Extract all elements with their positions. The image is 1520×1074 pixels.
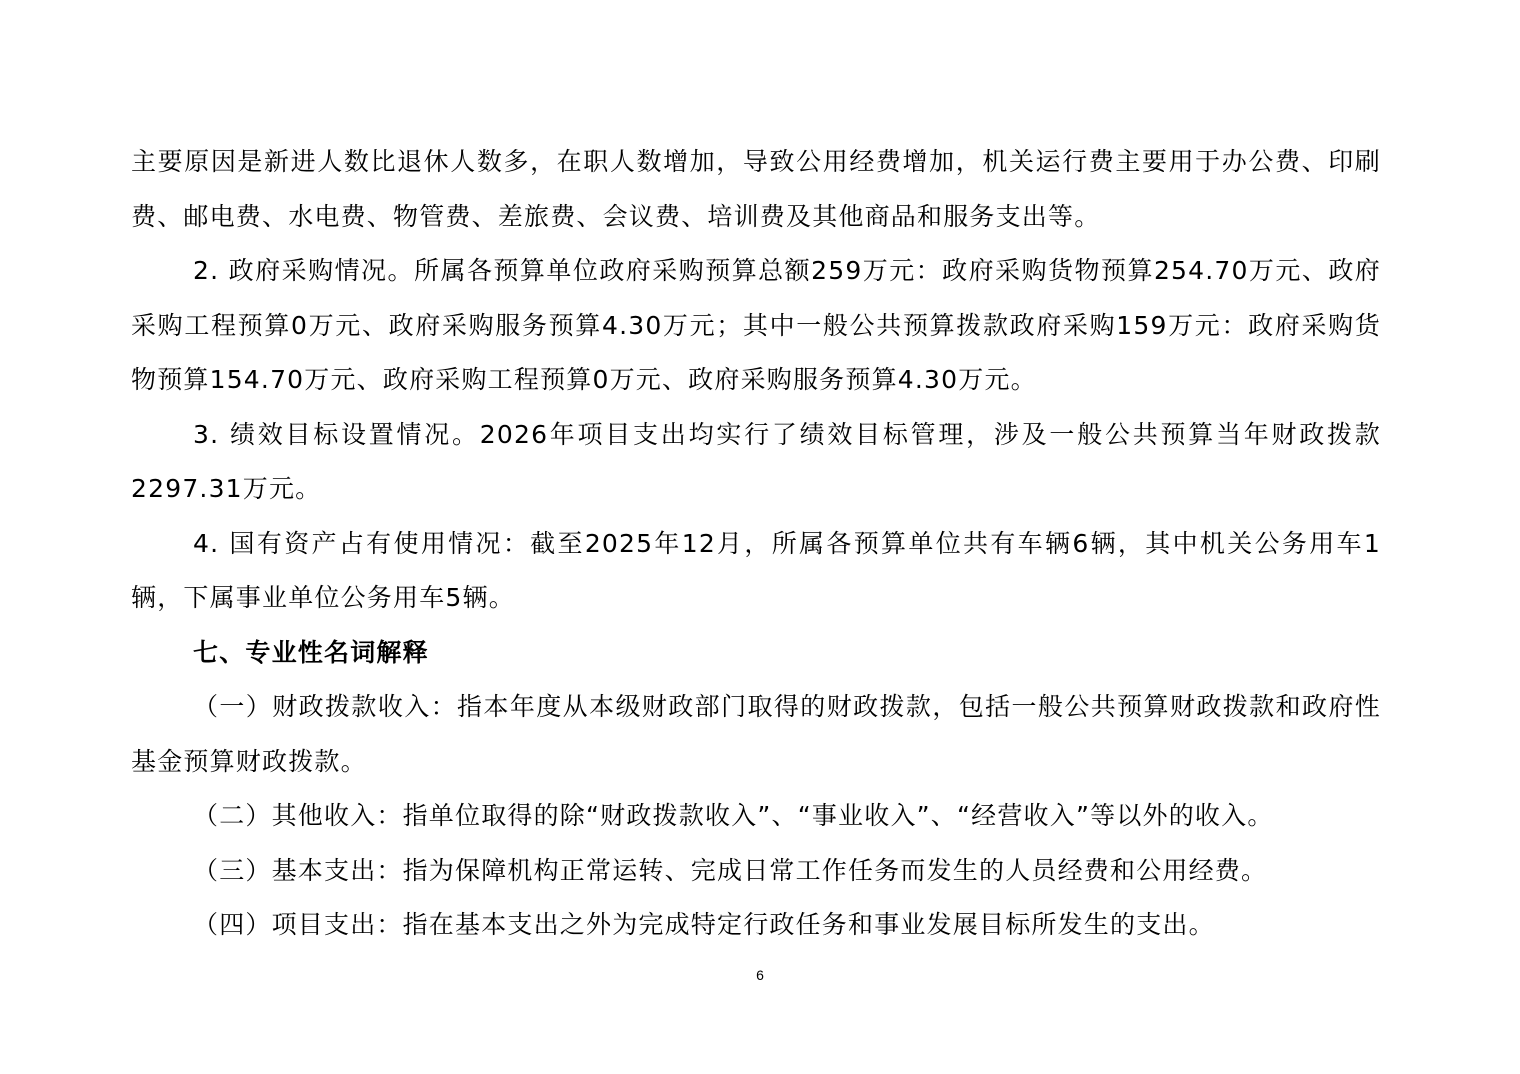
term-fiscal-appropriation-income: （一）财政拨款收入：指本年度从本级财政部门取得的财政拨款，包括一般公共预算财政拨款和政府性基金预算财政拨款。 bbox=[131, 692, 1381, 776]
paragraph-government-procurement: 2. 政府采购情况。所属各预算单位政府采购预算总额259万元：政府采购货物预算254.70万元、政府采购工程预算0万元、政府采购服务预算4.30万元；其中一般公共预算拨款政府采购159万元：政府采购货物预算154.70万元、政府采购工程预算0万元、政府采购服务预算4.30万元。 bbox=[131, 256, 1381, 394]
term-basic-expenditure: （三）基本支出：指为保障机构正常运转、完成日常工作任务而发生的人员经费和公用经费。 bbox=[193, 855, 1268, 885]
paragraph-state-assets: 4. 国有资产占有使用情况：截至2025年12月，所属各预算单位共有车辆6辆，其中机关公务用车1辆，下属事业单位公务用车5辆。 bbox=[131, 528, 1381, 612]
page-body bbox=[131, 135, 1381, 953]
paragraph-performance-targets: 3. 绩效目标设置情况。2026年项目支出均实行了绩效目标管理，涉及一般公共预算当年财政拨款2297.31万元。 bbox=[131, 419, 1381, 503]
paragraph-operating-costs: 主要原因是新进人数比退休人数多，在职人数增加，导致公用经费增加，机关运行费主要用于办公费、印刷费、邮电费、水电费、物管费、差旅费、会议费、培训费及其他商品和服务支出等。 bbox=[131, 147, 1381, 231]
term-other-income: （二）其他收入：指单位取得的除“财政拨款收入”、“事业收入”、“经营收入”等以外的收入。 bbox=[193, 801, 1274, 830]
term-project-expenditure: （四）项目支出：指在基本支出之外为完成特定行政任务和事业发展目标所发生的支出。 bbox=[193, 910, 1215, 939]
page-number: 6 bbox=[756, 967, 764, 983]
section-heading-terms: 七、专业性名词解释 bbox=[193, 637, 429, 667]
